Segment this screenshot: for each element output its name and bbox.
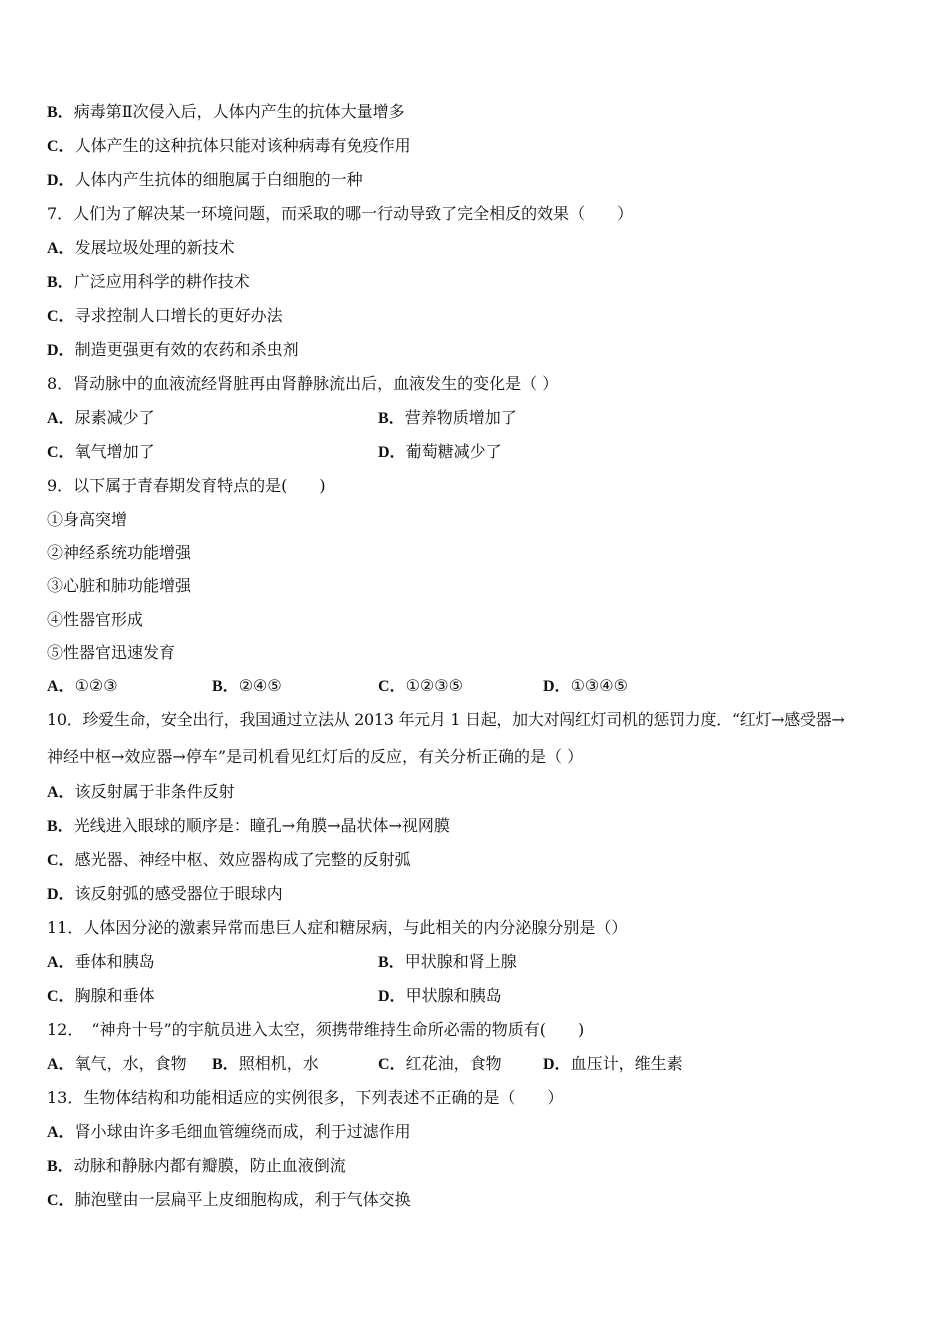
q8-options-row-2 <box>47 442 502 463</box>
q12-options <box>47 1054 683 1075</box>
q11-option-d <box>378 986 502 1007</box>
q11-option-b <box>378 952 517 973</box>
option-label: A． <box>47 410 75 427</box>
option-text: 制造更强更有效的农药和杀虫剂 <box>74 340 299 359</box>
q9-item: ③心脏和肺功能增强 <box>47 576 192 595</box>
q8-option-d <box>378 442 502 463</box>
q7-option-b <box>47 272 250 293</box>
q13-stem: 13．生物体结构和功能相适应的实例很多，下列表述不正确的是（ ） <box>47 1088 564 1107</box>
option-label: C． <box>378 1056 406 1073</box>
q10-option-a <box>47 782 235 803</box>
option-text: 照相机，水 <box>238 1054 319 1073</box>
option-text: 广泛应用科学的耕作技术 <box>73 272 250 291</box>
option-text: 氧气增加了 <box>74 442 155 461</box>
q11-option-a <box>47 952 378 973</box>
option-label: C． <box>47 852 75 869</box>
q7-option-d <box>47 340 299 361</box>
option-label: A． <box>47 784 75 801</box>
q12-option-d <box>543 1054 683 1075</box>
q13-option-b <box>47 1156 346 1177</box>
option-text: 葡萄糖减少了 <box>405 442 502 461</box>
option-label: B． <box>47 104 74 121</box>
q10-option-b <box>47 816 450 837</box>
q6-option-d <box>47 170 363 191</box>
option-label: D． <box>47 886 75 903</box>
q11-option-c <box>47 986 378 1007</box>
option-label: B． <box>212 1056 239 1073</box>
option-label: B． <box>47 274 74 291</box>
option-label: C． <box>47 1192 75 1209</box>
q12-option-c <box>378 1054 543 1075</box>
q13-option-a <box>47 1122 411 1143</box>
option-label: D． <box>543 678 571 695</box>
option-text: 感光器、神经中枢、效应器构成了完整的反射弧 <box>74 850 411 869</box>
q9-options <box>47 676 628 697</box>
q9-item: ②神经系统功能增强 <box>47 543 192 562</box>
q10-option-d <box>47 884 283 905</box>
option-text: 尿素减少了 <box>74 408 155 427</box>
option-label: D． <box>47 172 75 189</box>
option-text: 肺泡壁由一层扁平上皮细胞构成，利于气体交换 <box>74 1190 411 1209</box>
q8-stem: 8．肾动脉中的血液流经肾脏再由肾静脉流出后，血液发生的变化是（ ） <box>47 374 559 393</box>
option-text: 垂体和胰岛 <box>74 952 155 971</box>
option-label: C． <box>47 138 75 155</box>
option-label: C． <box>47 444 75 461</box>
option-label: A． <box>47 1056 75 1073</box>
option-label: D． <box>378 444 406 461</box>
q9-item: ④性器官形成 <box>47 610 144 629</box>
q8-options-row-1 <box>47 408 517 429</box>
option-label: B． <box>47 818 74 835</box>
option-label: B． <box>378 410 405 427</box>
option-label: C． <box>378 678 406 695</box>
option-text: ①②③ <box>74 676 118 695</box>
option-label: A． <box>47 1124 75 1141</box>
q8-option-a <box>47 408 378 429</box>
q9-option-d <box>543 676 628 697</box>
option-text: 营养物质增加了 <box>404 408 517 427</box>
q11-options-row-2 <box>47 986 502 1007</box>
option-text: 甲状腺和肾上腺 <box>404 952 517 971</box>
q12-option-a <box>47 1054 212 1075</box>
q7-option-a <box>47 238 235 259</box>
q11-stem: 11．人体因分泌的激素异常而患巨人症和糖尿病，与此相关的内分泌腺分别是（） <box>47 918 628 937</box>
option-label: B． <box>47 1158 74 1175</box>
option-label: A． <box>47 240 75 257</box>
option-text: 人体产生的这种抗体只能对该种病毒有免疫作用 <box>74 136 411 155</box>
option-text: 该反射弧的感受器位于眼球内 <box>74 884 283 903</box>
q6-option-c <box>47 136 411 157</box>
option-label: B． <box>378 954 405 971</box>
q9-option-a <box>47 676 212 697</box>
option-text: 氧气，水，食物 <box>74 1054 187 1073</box>
q10-stem-line-1: 10．珍爱生命，安全出行，我国通过立法从 2013 年元月 1 日起，加大对闯红灯司机的惩罚力度．“红灯→感受器→ <box>47 710 845 729</box>
option-text: 病毒第Ⅱ次侵入后，人体内产生的抗体大量增多 <box>73 102 405 121</box>
option-text: 光线进入眼球的顺序是：瞳孔→角膜→晶状体→视网膜 <box>73 816 450 835</box>
option-text: ①③④⑤ <box>570 676 628 695</box>
q9-stem: 9．以下属于青春期发育特点的是( ) <box>47 476 326 495</box>
option-label: A． <box>47 678 75 695</box>
option-label: B． <box>212 678 239 695</box>
option-text: 胸腺和垂体 <box>74 986 155 1005</box>
q8-option-c <box>47 442 378 463</box>
q11-options-row-1 <box>47 952 517 973</box>
option-text: 血压计，维生素 <box>570 1054 683 1073</box>
option-label: C． <box>47 988 75 1005</box>
q9-item: ①身高突增 <box>47 510 128 529</box>
option-label: A． <box>47 954 75 971</box>
q7-stem: 7．人们为了解决某一环境问题，而采取的哪一行动导致了完全相反的效果（ ） <box>47 204 634 223</box>
option-label: D． <box>543 1056 571 1073</box>
q9-item: ⑤性器官迅速发育 <box>47 643 176 662</box>
q7-option-c <box>47 306 283 327</box>
q12-option-b <box>212 1054 378 1075</box>
option-label: C． <box>47 308 75 325</box>
option-text: 寻求控制人口增长的更好办法 <box>74 306 283 325</box>
q9-option-b <box>212 676 378 697</box>
q9-option-c <box>378 676 543 697</box>
option-text: ②④⑤ <box>238 676 282 695</box>
q10-stem-line-2: 神经中枢→效应器→停车”是司机看见红灯后的反应，有关分析正确的是（ ） <box>47 747 584 766</box>
option-label: D． <box>47 342 75 359</box>
q13-option-c <box>47 1190 411 1211</box>
option-text: 该反射属于非条件反射 <box>74 782 235 801</box>
q12-stem: 12． “神舟十号”的宇航员进入太空，须携带维持生命所必需的物质有( ) <box>47 1020 585 1039</box>
option-text: 肾小球由许多毛细血管缠绕而成，利于过滤作用 <box>74 1122 411 1141</box>
option-text: 人体内产生抗体的细胞属于白细胞的一种 <box>74 170 363 189</box>
option-text: 红花油，食物 <box>405 1054 502 1073</box>
option-text: 甲状腺和胰岛 <box>405 986 502 1005</box>
option-label: D． <box>378 988 406 1005</box>
q10-option-c <box>47 850 411 871</box>
q8-option-b <box>378 408 517 429</box>
q6-option-b <box>47 102 405 123</box>
option-text: 发展垃圾处理的新技术 <box>74 238 235 257</box>
option-text: 动脉和静脉内都有瓣膜，防止血液倒流 <box>73 1156 346 1175</box>
option-text: ①②③⑤ <box>405 676 463 695</box>
